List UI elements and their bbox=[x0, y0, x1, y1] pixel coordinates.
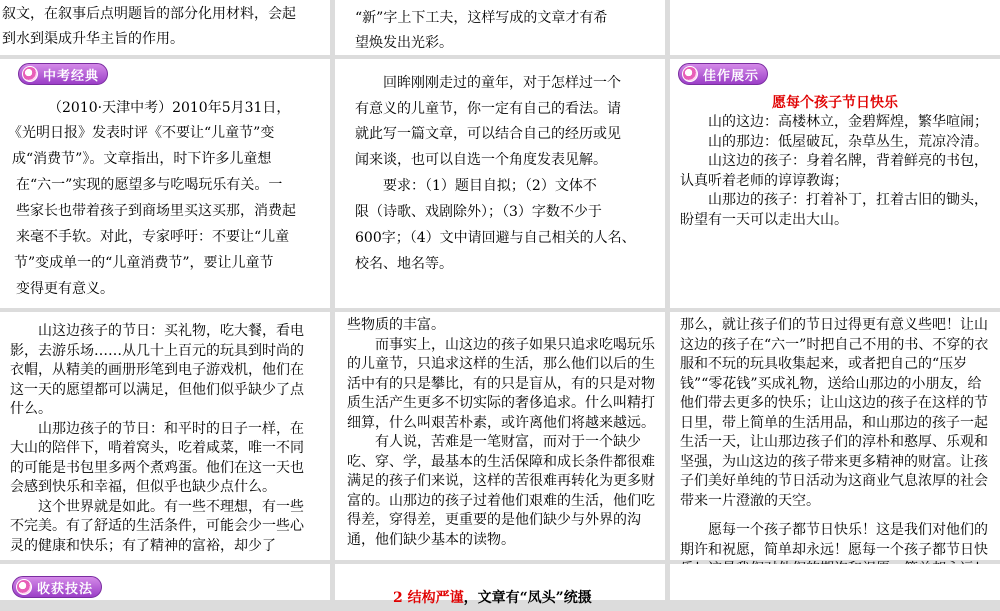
bottom-mid-panel bbox=[335, 312, 665, 560]
flower-icon bbox=[16, 579, 32, 595]
zhongkao-badge-label: 中考经典 bbox=[43, 68, 100, 84]
prompt-line-8: 校名、地名等。 bbox=[355, 256, 453, 272]
prompt-line-7: 600字；（4）文中请回避与自己相关的人名、 bbox=[355, 230, 636, 246]
shouhuo-badge-label: 收获技法 bbox=[37, 581, 94, 597]
prompt-line-6: 限（诗歌、戏剧除外）；（3）字数不少于 bbox=[355, 204, 602, 220]
zhongkao-line-4: 在“六一”实现的愿望多与吃喝玩乐有关。一 bbox=[16, 177, 283, 193]
structure-heading-rest: ，文章有“凤头”统摄 bbox=[463, 590, 592, 606]
flower-icon bbox=[22, 66, 38, 82]
top-left-line-2: 到水到渠成升华主旨的作用。 bbox=[2, 31, 184, 47]
prompt-line-5: 要求：（1）题目自拟；（2）文体不 bbox=[383, 178, 597, 194]
top-mid-line-1: “新”字上下工夫，这样写成的文章才有希 bbox=[355, 10, 608, 26]
bottom-left-panel bbox=[0, 312, 330, 560]
shouhuo-panel bbox=[0, 564, 330, 600]
bottom-right-para-2: 愿每一个孩子都节日快乐！这是我们对他们的期许和祝愿，简单却永远！愿每一个孩子都节日快 bbox=[680, 522, 988, 558]
essay-para-1: 山的这边：高楼林立，金碧辉煌，繁华喧闹； bbox=[708, 114, 988, 130]
top-mid-line-2: 望焕发出光彩。 bbox=[355, 35, 453, 51]
top-right-panel bbox=[670, 0, 1000, 55]
essay-para-2: 山的那边：低屋破瓦，杂草丛生，荒凉冷清。 bbox=[708, 133, 988, 150]
essay-panel bbox=[670, 59, 1000, 308]
bottom-right-para-1: 那么，就让孩子们的节日过得更有意义些吧！让山这边的孩子在“六一”时把自己不用的书、不穿的衣服和不玩的玩具收集起来，或者把自己的“压岁钱”“零花钱”买成礼物，送给山那边的小朋友，给他们带去更多的快乐；让山这边的孩子在这样的节日里，带上简单的生活用品，和山那边的孩子一起生活一天，让山那边孩子们的淳朴和憨厚、乐观和坚强，为山这边的孩子带来更多精神的财富。让孩子们美好单纯的节日活动为这商业气息浓厚的社会带来一片澄澈的天空。 bbox=[680, 317, 989, 509]
flower-icon bbox=[682, 66, 698, 82]
top-mid-panel bbox=[335, 0, 665, 55]
jiazuo-badge-label: 佳作展示 bbox=[703, 68, 760, 84]
jiazuo-badge bbox=[678, 63, 768, 85]
prompt-line-4: 闻来谈，也可以自选一个角度发表见解。 bbox=[355, 152, 607, 168]
essay-body bbox=[680, 113, 990, 230]
structure-heading bbox=[393, 586, 592, 611]
bottom-strip-mid bbox=[335, 564, 665, 606]
structure-heading-number: 2 bbox=[393, 590, 403, 606]
bottom-mid-first-line: 些物质的丰富。 bbox=[347, 317, 445, 333]
bottom-left-body bbox=[10, 322, 316, 556]
bottom-left-para-2: 山那边孩子的节日：和平时的日子一样，在大山的陪伴下，啃着窝头，吃着咸菜，唯一不同的可能是书包里多两个煮鸡蛋。他们在这一天也会感到快乐和幸福，但似乎也缺少点什么。 bbox=[10, 420, 304, 495]
bottom-right-body bbox=[680, 316, 990, 580]
zhongkao-line-8: 变得更有意义。 bbox=[16, 281, 114, 297]
bottom-right-panel bbox=[670, 312, 1000, 560]
structure-heading-red: 结构严谨 bbox=[407, 590, 464, 606]
bottom-left-para-1: 山这边孩子的节日：买礼物，吃大餐，看电影，去游乐场……从几十上百元的玩具到时尚的衣帽，从精美的画册形笔到电子游戏机，他们在这一天的愿望都可以满足，但他们似乎缺少了点什么。 bbox=[10, 323, 304, 417]
shouhuo-badge bbox=[12, 576, 102, 598]
bottom-left-para-3: 这个世界就是如此。有一些不理想，有一些不完美。有了舒适的生活条件，可能会少一些心灵的健康和快乐；有了精神的富裕，却少了 bbox=[10, 498, 304, 554]
essay-para-3: 山这边的孩子：身着名牌，背着鲜亮的书包，认真听着老师的谆谆教诲； bbox=[680, 153, 988, 189]
prompt-panel bbox=[335, 59, 665, 308]
top-left-line-1: 叙文，在叙事后点明题旨的部分化用材料，会起 bbox=[2, 6, 296, 22]
zhongkao-line-3: 成“消费节”》。文章指出，时下许多儿童想 bbox=[12, 151, 272, 167]
prompt-line-1: 回眸刚刚走过的童年，对于怎样过一个 bbox=[383, 75, 621, 91]
essay-title: 愿每个孩子节日快乐 bbox=[772, 95, 898, 111]
zhongkao-panel bbox=[0, 59, 330, 308]
prompt-line-2: 有意义的儿童节，你一定有自己的看法。请 bbox=[355, 101, 621, 117]
prompt-line-3: 就此写一篇文章，可以结合自己的经历或见 bbox=[355, 126, 621, 142]
bottom-mid-para-1: 而事实上，山这边的孩子如果只追求吃喝玩乐的儿童节，只追求这样的生活，那么他们以后的生活中有的只是攀比，有的只是盲从，有的只是对物质生活产生更多不切实际的奢侈追求。什么叫精打细算，什么叫艰苦朴素，或许离他们将越来越远。 bbox=[347, 336, 655, 431]
zhongkao-line-1: （2010·天津中考）2010年5月31日， bbox=[48, 100, 291, 116]
bottom-strip-right bbox=[670, 564, 1000, 600]
zhongkao-line-6: 来毫不手软。对此，专家呼吁：不要让“儿童 bbox=[16, 229, 290, 245]
bottom-mid-para-2: 有人说，苦难是一笔财富，而对于一个缺少吃、穿、学，最基本的生活保障和成长条件都很难满足的孩子们来说，这样的苦很难再转化为更多财富的。山那边的孩子过着他们艰难的生活，他们吃得差，穿得差，更重要的是他们缺少与外界的沟通，他们缺少基本的读物。 bbox=[347, 434, 655, 548]
zhongkao-line-2: 《光明日报》发表时评《不要让“儿童节”变 bbox=[8, 125, 275, 141]
zhongkao-line-5: 些家长也带着孩子到商场里买这买那，消费起 bbox=[16, 203, 296, 219]
bottom-mid-body bbox=[347, 316, 655, 550]
essay-para-4: 山那边的孩子：打着补丁，扛着古旧的锄头，盼望有一天可以走出大山。 bbox=[680, 192, 988, 228]
top-left-panel bbox=[0, 0, 330, 55]
zhongkao-badge bbox=[18, 63, 108, 85]
zhongkao-line-7: 节”变成单一的“儿童消费节”，要让儿童节 bbox=[14, 255, 274, 271]
